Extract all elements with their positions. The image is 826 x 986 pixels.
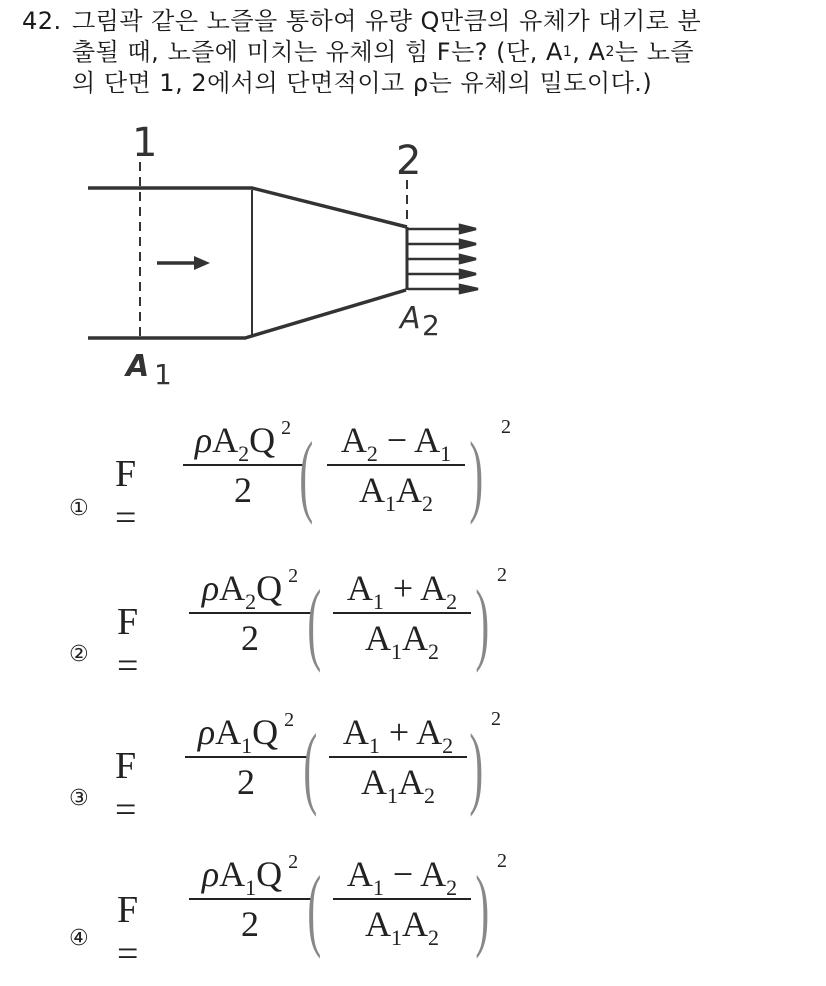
area-1-label: A [126,349,150,384]
answer-option-2[interactable]: ② F = $\rho A_2Q$ $^2$ 2 ( $A_1 + A_2$ $A_1A_2$ ) 2 [69,564,507,687]
area-fraction: $A_1 + A_2$ $A_1A_2$ [329,710,467,804]
area-2-label: A [400,301,421,336]
flow-direction-arrow [157,256,210,270]
question-text [22,6,812,99]
nozzle-bottom-wall [88,290,406,338]
answer-option-1[interactable]: ① F = $\rho A_2Q$ $^2$ 2 ( $A_2 - A_1$ $A_1A_2$ ) 2 [69,416,511,539]
area-2-subscript: 2 [422,309,440,342]
option-marker: ③ [69,786,89,811]
question-number: 42. [22,7,62,35]
area-fraction: $A_1 + A_2$ $A_1A_2$ [333,566,471,660]
jet-arrows [408,225,478,293]
answer-option-4[interactable]: ④ F = $\rho A_1Q$ $^2$ 2 ( $A_1 - A_2$ $A_1A_2$ ) 2 [69,850,507,975]
section-2-label: 2 [396,138,422,184]
question-line-3: 의 단면 1, 2에서의 단면적이고 ρ는 유체의 밀도이다.) [72,69,653,97]
section-1-label: 1 [132,120,158,166]
answer-option-3[interactable]: ③ F = $\rho A_1Q$ $^2$ 2 ( $A_1 + A_2$ $A_1A_2$ ) 2 [69,708,501,831]
option-marker: ① [69,496,89,521]
area-fraction: $A_1 - A_2$ $A_1A_2$ [333,852,471,946]
area-1-subscript: 1 [154,358,172,391]
area-fraction: $A_2 - A_1$ $A_1A_2$ [327,418,465,512]
coefficient-fraction: $\rho A_2Q$ $^2$ 2 [183,418,303,512]
question-line-2: 출될 때, 노즐에 미치는 유체의 힘 F는? (단, A 1 , A 2 는 노즐 [72,38,695,66]
option-marker: ④ [69,926,89,951]
coefficient-fraction: $\rho A_1Q$ $^2$ 2 [185,710,307,804]
coefficient-fraction: $\rho A_1Q$ $^2$ 2 [189,852,311,946]
coefficient-fraction: $\rho A_2Q$ $^2$ 2 [189,566,311,660]
nozzle-diagram [60,110,500,400]
option-marker: ② [69,642,89,667]
question-line-1: 그림곽 같은 노즐을 통하여 유량 Q만큼의 유체가 대기로 분 [72,7,702,35]
nozzle-top-wall [88,188,407,227]
